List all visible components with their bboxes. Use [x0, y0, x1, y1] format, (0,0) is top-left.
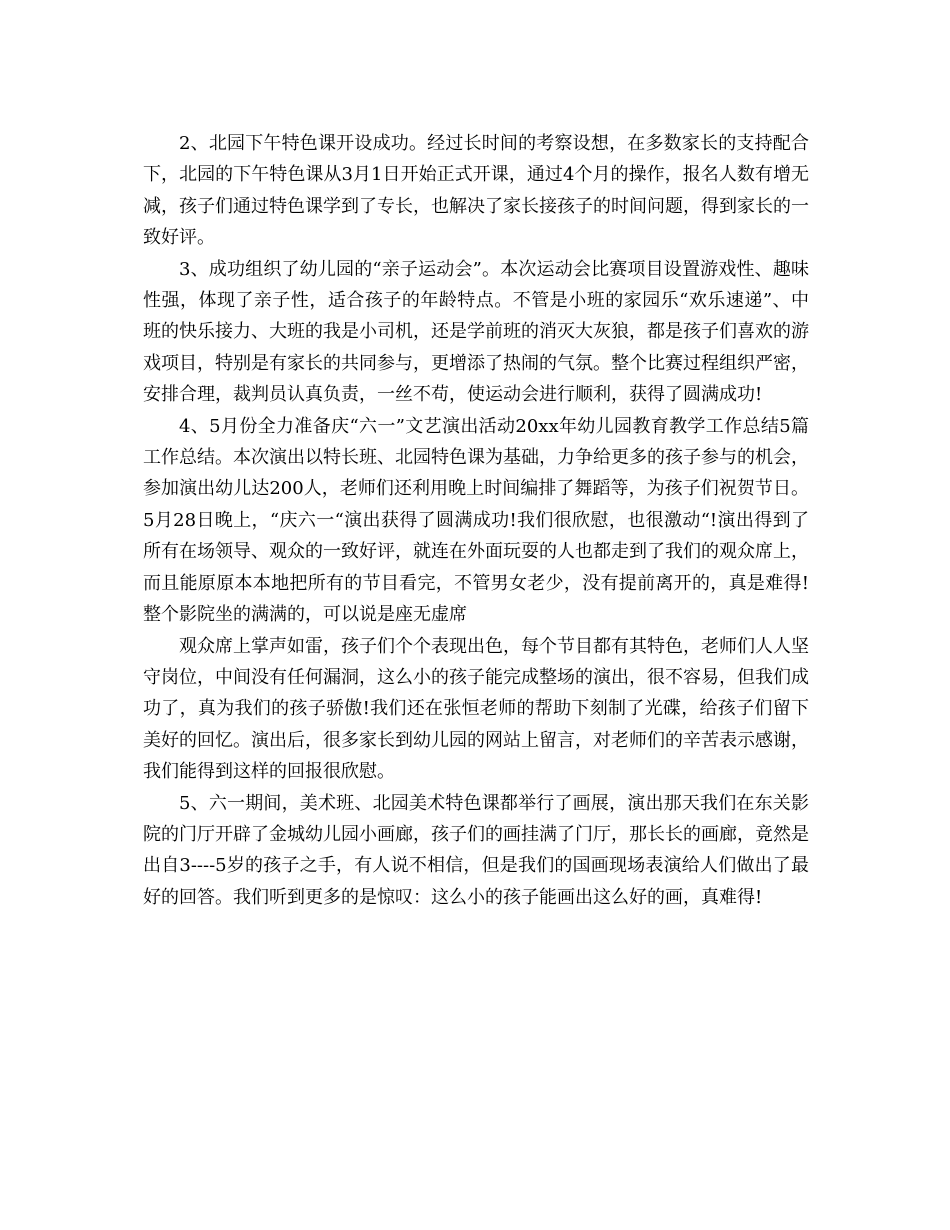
paragraph-item-4: 4、5月份全力准备庆“六一”文艺演出活动20xx年幼儿园教育教学工作总结5篇工作总结。本次演出以特长班、北园特色课为基础，力争给更多的孩子参与的机会，参加演出幼儿达200人，老师们还利用晚上时间编排了舞蹈等，为孩子们祝贺节日。5月28日晚上，“庆六一“演出获得了圆满成功!我们很欣慰，也很激动“!演出得到了所有在场领导、观众的一致好评，就连在外面玩耍的人也都走到了我们的观众席上，而且能原原本本地把所有的节目看完，不管男女老少，没有提前离开的，真是难得!整个影院坐的满满的，可以说是座无虚席 — [143, 415, 809, 626]
paragraph-item-2: 2、北园下午特色课开设成功。经过长时间的考察设想，在多数家长的支持配合下，北园的下午特色课从3月1日开始正式开课，通过4个月的操作，报名人数有增无减，孩子们通过特色课学到了专长，也解决了家长接孩子的时间问题，得到家长的一致好评。 — [143, 133, 809, 249]
paragraph-item-3: 3、成功组织了幼儿园的“亲子运动会”。本次运动会比赛项目设置游戏性、趣味性强，体现了亲子性，适合孩子的年龄特点。不管是小班的家园乐“欢乐速递”、中班的快乐接力、大班的我是小司机，还是学前班的消灭大灰狼，都是孩子们喜欢的游戏项目，特别是有家长的共同参与，更增添了热闹的气氛。整个比赛过程组织严密，安排合理，裁判员认真负责，一丝不苟，使运动会进行顺利，获得了圆满成功! — [143, 258, 809, 406]
paragraph-audience: 观众席上掌声如雷，孩子们个个表现出色，每个节目都有其特色，老师们人人坚守岗位，中间没有任何漏洞，这么小的孩子能完成整场的演出，很不容易，但我们成功了，真为我们的孩子骄傲!我们还在张恒老师的帮助下刻制了光碟，给孩子们留下美好的回忆。演出后，很多家长到幼儿园的网站上留言，对老师们的辛苦表示感谢，我们能得到这样的回报很欣慰。 — [143, 635, 809, 783]
document-body — [143, 128, 809, 913]
paragraph-item-5: 5、六一期间，美术班、北园美术特色课都举行了画展，演出那天我们在东关影院的门厅开辟了金城幼儿园小画廊，孩子们的画挂满了门厅，那长长的画廊，竟然是出自3----5岁的孩子之手，有人说不相信，但是我们的国画现场表演给人们做出了最好的回答。我们听到更多的是惊叹：这么小的孩子能画出这么好的画，真难得! — [143, 792, 809, 908]
